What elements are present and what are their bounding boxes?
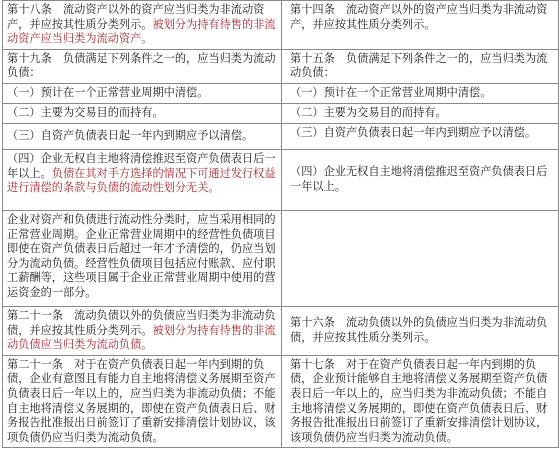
clause-text: 第十五条 负债满足下列条件之一的，应当归类为流动负债：: [290, 51, 548, 80]
right-cell: [282, 306, 559, 355]
table-row: [3, 355, 559, 448]
right-cell: [282, 83, 559, 103]
table-row: [3, 83, 559, 103]
left-cell: [3, 149, 282, 210]
right-cell: [282, 355, 559, 448]
clause-text: （二）主要为交易目的而持有。: [7, 105, 164, 119]
left-cell: [3, 210, 282, 306]
clause-text: （三）自资产负债表日起一年内到期应予以清偿。: [290, 125, 537, 139]
left-cell: [3, 49, 282, 83]
highlighted-clause-text: 被划分为持有待售的非流动资产应当归类为流动资产。: [7, 17, 276, 46]
highlighted-clause-text: 负债在其对手方选择的情况下可通过发行权益进行清偿的条款与负债的流动性划分无关。: [7, 166, 276, 195]
clause-text: （一）预计在一个正常营业周期中清偿。: [290, 85, 492, 99]
left-cell: [3, 1, 282, 50]
table-row: [3, 210, 559, 306]
right-cell: [282, 1, 559, 50]
table-row: [3, 49, 559, 83]
right-cell-empty: [282, 210, 559, 306]
clause-text: 第十八条 流动资产以外的资产应当归类为非流动资产，并应按其性质分类列示。: [7, 3, 265, 31]
clause-text: （四）企业无权自主地将清偿推迟至资产负债表日后一年以上。: [7, 151, 276, 180]
clause-text: 第二十一条 流动负债以外的负债应当归类为非流动负债，并应按其性质分类列示。: [7, 308, 276, 337]
highlighted-clause-text: 被划分为持有待售的非流动负债应当归类为流动负债。: [7, 323, 276, 352]
clause-text: 企业对资产和负债进行流动性分类时，应当采用相同的正常营业周期。企业正常营业周期中的经营性负债项目即使在资产负债表日后超过一年才予清偿的，仍应当划分为流动负债。经营性负债项目包括应付账款、应付职工薪酬等，这些项目属于企业正常营业周期中使用的营运资金的一部分。: [7, 212, 276, 299]
clause-text: （二）主要为交易目的而持有。: [290, 105, 447, 119]
left-cell: [3, 123, 282, 149]
clause-text: （四）企业无权自主地将清偿推迟至资产负债表日后一年以上。: [290, 165, 548, 193]
left-cell: [3, 83, 282, 103]
clause-text: 第十七条 对于在资产负债表日起一年内到期的负债，企业预计能够自主地将清偿义务展期至资产负债表日后一年以上的，应当归类为非流动负债；不能自主地将清偿义务展期的，即使在资产负债表日后、财务报告批准报出日前签订了重新安排清偿计划协议，该项负债仍应当归类为流动负债。: [290, 357, 548, 444]
clause-text: 第十四条 流动资产以外的资产应当归类为非流动资产，并应按其性质分类列示。: [290, 3, 548, 31]
clause-text: （一）预计在一个正常营业周期中清偿。: [7, 85, 209, 99]
table-row: [3, 123, 559, 149]
right-cell: [282, 123, 559, 149]
right-cell: [282, 49, 559, 83]
table-row: [3, 306, 559, 355]
right-cell: [282, 149, 559, 210]
left-cell: [3, 355, 282, 448]
clause-text: 第十九条 负债满足下列条件之一的，应当归类为流动负债：: [7, 51, 276, 80]
table-row: [3, 103, 559, 123]
left-cell: [3, 103, 282, 123]
clause-text: （三）自资产负债表日起一年内到期应予以清偿。: [7, 129, 254, 143]
comparison-table: [2, 0, 559, 448]
table-row: [3, 1, 559, 50]
clause-text: 第二十一条 对于在资产负债表日起一年内到期的负债，企业有意图且有能力自主地将清偿义务展期至资产负债表日后一年以上的，应当归类为非流动负债；不能自主地将清偿义务展期的，即使在资产负债表日后、财务报告批准报出日前签订了重新安排清偿计划协议，该项负债仍应当归类为流动负债。: [7, 357, 276, 444]
right-cell: [282, 103, 559, 123]
table-row: [3, 149, 559, 210]
left-cell: [3, 306, 282, 355]
clause-text: 第十六条 流动负债以外的负债应当归类为非流动负债，并应按其性质分类列示。: [290, 316, 548, 344]
